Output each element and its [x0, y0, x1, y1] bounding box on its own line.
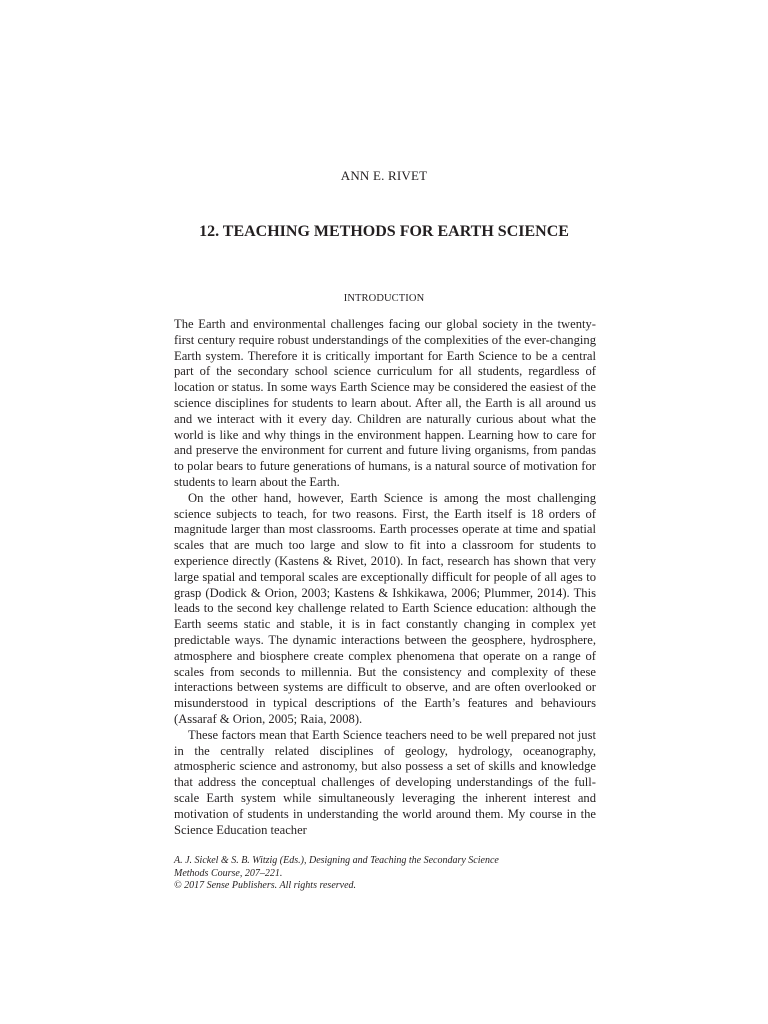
- section-heading: INTRODUCTION: [343, 293, 425, 304]
- citation-line: Methods Course, 207–221.: [174, 867, 283, 879]
- citation-line: A. J. Sickel & S. B. Witzig (Eds.), Designing and Teaching the Secondary Science: [174, 855, 499, 866]
- chapter-author: ANN E. RIVET: [340, 168, 428, 183]
- copyright-line: © 2017 Sense Publishers. All rights reserved.: [174, 880, 357, 891]
- body-text: [174, 317, 596, 838]
- paragraph: The Earth and environmental challenges facing our global society in the twenty-first century require robust understandings of the complexities of the ever-changing Earth system. Therefore it is critically important for Earth Science to be a central part of the secondary school science curriculum for all students, regardless of location or status. In some ways Earth Science may be considered the easiest of the science disciplines for students to learn about. After all, the Earth is all around us and we interact with it every day. Children are naturally curious about what the world is like and why things in the environment happen. Learning how to care for and preserve the environment for current and future living organisms, from pandas to polar bears to future generations of humans, is a natural source of motivation for students to learn about the Earth.: [174, 317, 596, 489]
- paragraph: On the other hand, however, Earth Science is among the most challenging science subjects to teach, for two reasons. First, the Earth itself is 18 orders of magnitude larger than most classrooms. Earth processes operate at time and spatial scales that are much too large and slow to fit into a classroom for students to experience directly (Kastens & Rivet, 2010). In fact, research has shown that very large spatial and temporal scales are exceptionally difficult for people of all ages to grasp (Dodick & Orion, 2003; Kastens & Ishkikawa, 2006; Plummer, 2014). This leads to the second key challenge related to Earth Science education: although the Earth seems static and stable, it is in fact constantly changing in complex yet predictable ways. The dynamic interactions between the geosphere, hydrosphere, atmosphere and biosphere create complex phenomena that operate on a range of scales from seconds to millennia. But the consistency and complexity of these interactions between systems are difficult to observe, and are often overlooked or misunderstood in typical descriptions of the Earth’s features and behaviours (Assaraf & Orion, 2005; Raia, 2008).: [174, 490, 596, 726]
- paragraph: These factors mean that Earth Science teachers need to be well prepared not just in the centrally related disciplines of geology, hydrology, oceanography, atmospheric science and astronomy, but also possess a set of skills and knowledge that address the conceptual challenges of developing understandings of the full-scale Earth system while simultaneously leveraging the inherent interest and motivation of students in understanding the world around them. My course in the Science Education teacher: [174, 727, 596, 837]
- citation-footer: [174, 855, 614, 893]
- chapter-title: 12. TEACHING METHODS FOR EARTH SCIENCE: [199, 223, 569, 240]
